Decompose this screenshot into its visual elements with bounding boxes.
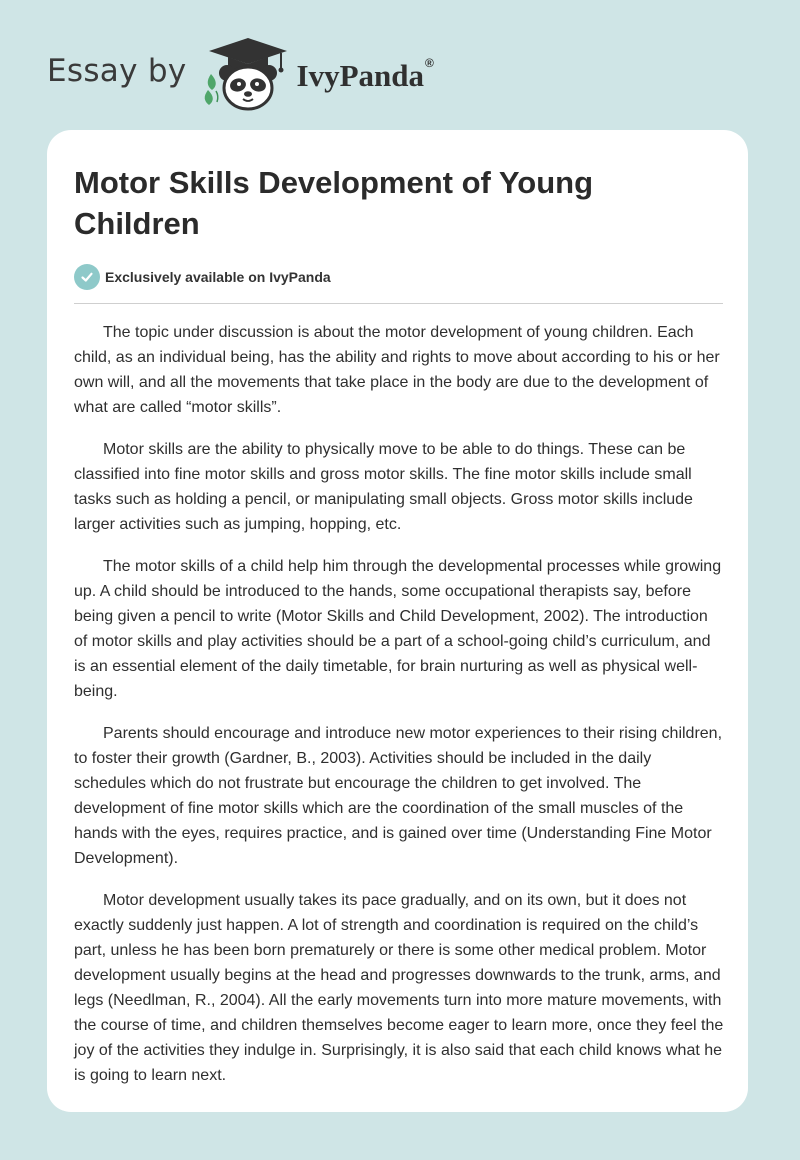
paragraph-2: Motor skills are the ability to physically move to be able to do things. These can be classified into fine motor skills and gross motor skills. The fine motor skills include small tasks such as holding a pencil, or manipulating small objects. Gross motor skills include larger activities such as jumping, hopping, etc. [74,441,693,533]
brand-name [297,58,434,94]
essay-card [47,130,748,1112]
essay-body [74,320,724,1105]
paragraph-3: The motor skills of a child help him through the developmental processes while growing up. A child should be introduced to the hands, some occupational therapists say, before being given a pencil to write (Motor Skills and Child Development, 2002). The introduction of motor skills and play activities should be a part of a school-going child’s curriculum, and is an essential element of the daily timetable, for brain nurturing as well as physical well-being. [74,558,722,700]
exclusive-badge [74,263,331,291]
check-circle-icon [74,264,100,290]
exclusive-label: Exclusively available on IvyPanda [105,269,331,285]
divider [74,303,723,304]
paragraph-4: Parents should encourage and introduce new motor experiences to their rising children, to foster their growth (Gardner, B., 2003). Activities should be included in the daily schedules which do not frustrate but encourage the children to get involved. The development of fine motor skills which are the coordination of the small muscles of the hands with the eyes, requires practice, and is gained over time (Understanding Fine Motor Development). [74,725,723,867]
panda-logo-icon[interactable] [201,36,295,112]
registered-mark: ® [425,56,434,70]
paragraph-1: The topic under discussion is about the motor development of young children. Each child, as an individual being, has the ability and rights to move about according to his or her own will, and all the movements that take place in the body are due to the development of what are called “motor skills”. [74,324,720,416]
site-header [47,36,434,112]
essay-title: Motor Skills Development of Young Children [74,165,594,241]
brand-name-text: IvyPanda [296,58,424,93]
essay-by-label: Essay by [47,53,187,89]
paragraph-5: Motor development usually takes its pace gradually, and on its own, but it does not exactly suddenly just happen. A lot of strength and coordination is required on the child’s part, unless he has been born prematurely or there is some other medical problem. Motor development usually begins at the head and progresses downwards to the trunk, arms, and legs (Needlman, R., 2004). All the early movements turn into more mature movements, with the course of time, and children themselves become eager to learn more, once they feel the joy of the activities they indulge in. Surprisingly, it is also said that each child knows what he is going to learn next. [74,892,724,1084]
